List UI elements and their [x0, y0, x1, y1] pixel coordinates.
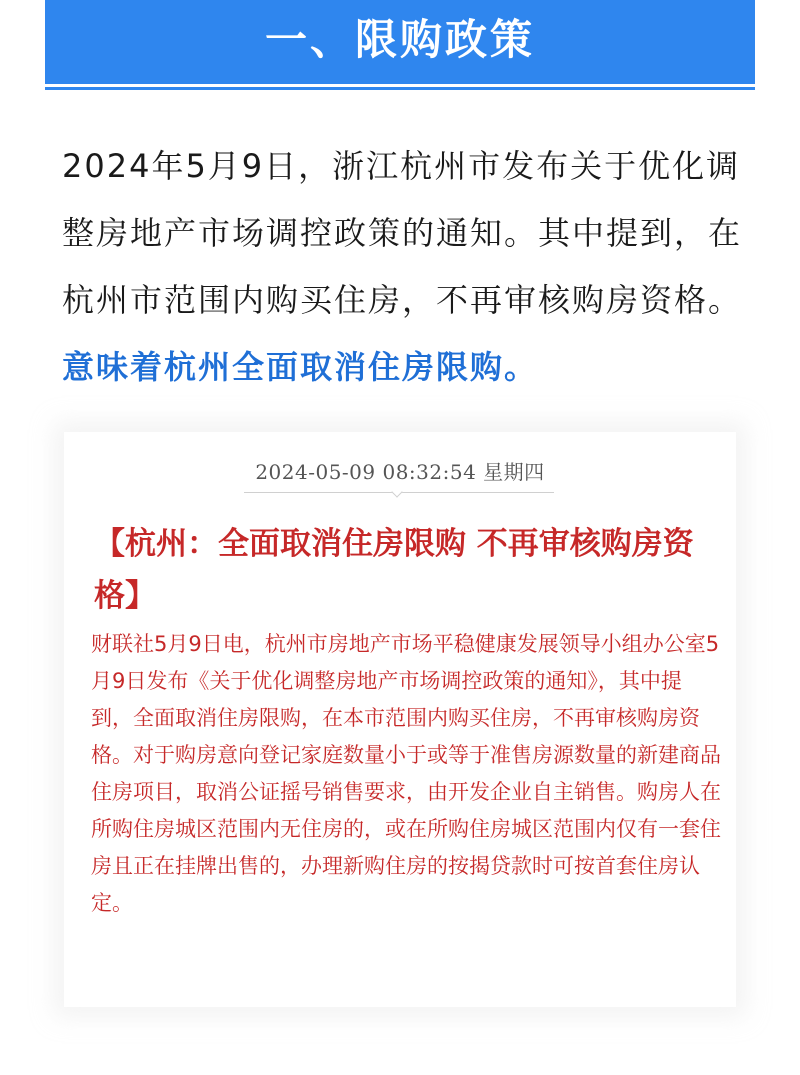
section-header	[45, 0, 755, 84]
divider-notch	[391, 486, 402, 497]
news-body: 财联社5月9日电，杭州市房地产市场平稳健康发展领导小组办公室5月9日发布《关于优化调整房地产市场调控政策的通知》，其中提到，全面取消住房限购，在本市范围内购买住房，不再审核购房资格。对于购房意向登记家庭数量小于或等于准售房源数量的新建商品住房项目，取消公证摇号销售要求，由开发企业自主销售。购房人在所购住房城区范围内无住房的，或在所购住房城区范围内仅有一套住房且正在挂牌出售的，办理新购住房的按揭贷款时可按首套住房认定。	[91, 632, 721, 915]
header-underline	[45, 87, 755, 90]
intro-text: 2024年5月9日，浙江杭州市发布关于优化调整房地产市场调控政策的通知。其中提到，在杭州市范围内购买住房，不再审核购房资格。	[62, 147, 743, 319]
news-headline: 【杭州：全面取消住房限购 不再审核购房资格】	[94, 526, 694, 614]
section-title: 一、限购政策	[264, 15, 535, 64]
news-datetime: 2024-05-09 08:32:54 星期四	[255, 460, 545, 484]
intro-paragraph	[62, 133, 752, 401]
news-card	[64, 432, 736, 1007]
intro-highlight: 意味着杭州全面取消住房限购。	[62, 348, 539, 386]
